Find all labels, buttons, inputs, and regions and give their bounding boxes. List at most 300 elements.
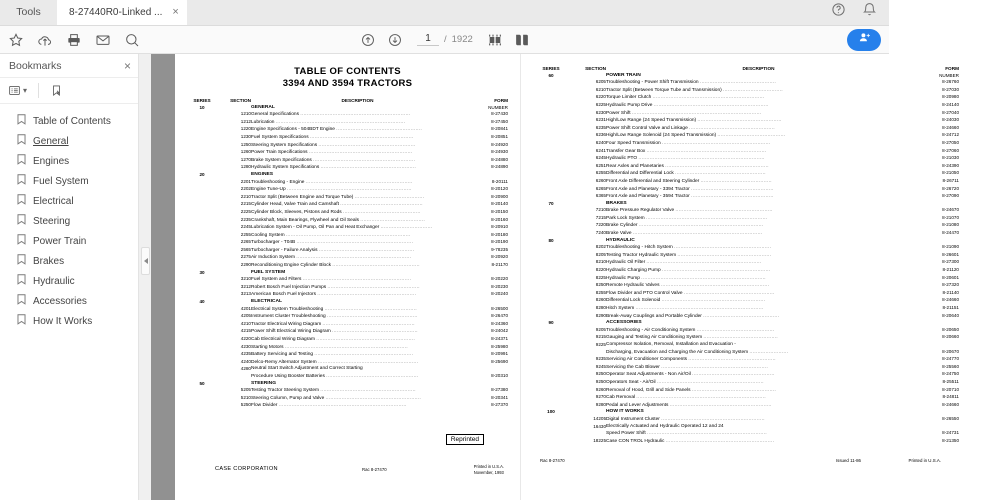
pdf-page-left — [175, 54, 521, 500]
toc-cell-description — [606, 290, 911, 298]
toc-row[interactable] — [534, 201, 959, 208]
toc-row[interactable] — [187, 344, 508, 352]
toc-row[interactable] — [187, 284, 508, 292]
toc-row[interactable] — [534, 87, 959, 95]
toc-cell-section: 4235 — [240, 351, 251, 357]
toc-leader-dots: ................................................................................ — [631, 109, 762, 115]
toc-leader-dots: ................................................................................ — [632, 230, 763, 236]
bookmark-label: Engines — [33, 155, 70, 167]
toc-cell-form: 8-25560 — [942, 363, 959, 369]
toc-cell-section: 4230 — [240, 343, 251, 349]
toc-cell-series — [534, 163, 568, 171]
toc-row[interactable] — [187, 194, 508, 202]
toc-header-description: DESCRIPTION — [742, 66, 775, 71]
toc-cell-description — [251, 344, 464, 352]
toc-entry-title: General Specifications — [251, 112, 299, 118]
toc-cell-form: 8-21140 — [942, 289, 959, 295]
toc-row[interactable] — [534, 155, 959, 163]
toc-cell-description — [251, 179, 464, 187]
toc-row[interactable] — [534, 186, 959, 194]
toc-cell-description — [606, 125, 911, 133]
toc-row[interactable] — [187, 395, 508, 403]
toc-cell-form: 8-26601 — [942, 251, 959, 257]
toc-row[interactable] — [534, 349, 959, 357]
toc-row[interactable] — [534, 290, 959, 298]
toc-cell-section: 6245 — [595, 155, 606, 161]
toc-row[interactable] — [534, 394, 959, 402]
pdf-page-right — [522, 54, 999, 500]
toc-cell-form — [464, 381, 508, 388]
toc-leader-dots: ................................................................... — [665, 437, 775, 443]
toc-leader-dots: .................................................................... — [300, 111, 411, 117]
tab-tools[interactable] — [0, 0, 57, 25]
toc-row[interactable] — [534, 438, 959, 446]
toc-cell-form: 8-21151 — [942, 305, 959, 310]
toc-header-form: FORM — [494, 98, 508, 103]
toc-row[interactable] — [187, 387, 508, 395]
toc-leader-dots: ............................................................................... — [278, 402, 407, 408]
toc-cell-series — [534, 327, 568, 335]
toc-row[interactable] — [534, 110, 959, 118]
toc-leader-dots: ....................................................................... — [646, 259, 762, 265]
toc-cell-form: 8-26720 — [942, 185, 959, 191]
signin-button[interactable] — [847, 29, 881, 51]
bookmark-item-how-it-works[interactable] — [0, 311, 138, 331]
toc-cell-form: 8-21170 — [491, 262, 508, 268]
toc-cell-form: 8-20841 — [491, 126, 508, 132]
toc-row[interactable] — [534, 320, 959, 327]
sidebar-toolbar — [0, 78, 138, 104]
toc-cell-description — [251, 387, 464, 395]
toc-row[interactable] — [534, 170, 959, 178]
toc-leader-dots: ................................ — [380, 224, 433, 230]
toc-leader-dots: ............................................... — [703, 312, 780, 318]
toc-cell-section: 1212 — [240, 118, 251, 124]
page-indicator — [417, 33, 473, 46]
toc-row[interactable] — [534, 230, 959, 238]
toc-leader-dots: .......................................................... — [677, 251, 772, 257]
list-options-icon[interactable] — [8, 84, 27, 97]
toc-row[interactable] — [534, 364, 959, 372]
toc-cell-description — [251, 194, 464, 202]
toc-cell-form — [911, 424, 959, 431]
page-number-input[interactable] — [417, 33, 439, 46]
toc-cell-series — [534, 94, 568, 102]
toc-cell-series — [534, 267, 568, 275]
bookmark-label: Brakes — [33, 255, 65, 267]
sidebar-header — [0, 54, 138, 78]
toc-cell-section: 6235 — [595, 124, 606, 130]
toc-row[interactable] — [534, 73, 959, 80]
toc-leader-dots: ........................................................... — [320, 164, 417, 170]
toc-entry-title: Testing Tractor Steering System — [251, 388, 319, 394]
toc-cell-description — [606, 267, 911, 275]
toc-cell-series — [187, 336, 217, 344]
toc-row[interactable] — [187, 172, 508, 179]
toc-entry-title: Testing Tractor Hydraulic System — [606, 252, 677, 258]
toc-cell-section: 8280 — [595, 305, 606, 310]
toc-row[interactable] — [534, 94, 959, 102]
toc-leader-dots: ............................................... — [699, 79, 777, 85]
toc-entry-title: Differential and Differential Lock — [606, 171, 674, 177]
toc-cell-series — [187, 149, 217, 157]
toc-cell-section: 6260 — [595, 177, 606, 183]
toc-row[interactable] — [187, 179, 508, 187]
help-circle-icon[interactable] — [831, 2, 846, 22]
toc-row[interactable] — [534, 379, 959, 387]
toc-cell-series — [187, 366, 217, 373]
toc-cell-description — [606, 94, 911, 102]
sidebar-close-icon[interactable]: × — [123, 58, 131, 73]
toc-cell-description — [251, 299, 464, 306]
toc-cell-series — [187, 373, 217, 381]
toc-cell-description — [606, 207, 911, 215]
toc-row[interactable] — [187, 239, 508, 247]
upload-cloud-icon[interactable] — [37, 32, 53, 48]
toc-leader-dots: ................................................................................ — [275, 118, 406, 124]
toc-cell-description — [606, 79, 911, 87]
toc-row[interactable] — [534, 252, 959, 260]
document-viewport[interactable] — [139, 54, 959, 500]
toc-cell-description — [606, 132, 911, 140]
toc-cell-series — [534, 394, 568, 402]
toc-row[interactable] — [534, 402, 959, 410]
toc-cell-section: 1210 — [240, 111, 251, 117]
toc-leader-dots: ................................................... — [692, 371, 775, 377]
toc-cell-form: 8-21030 — [942, 155, 959, 161]
toc-cell-description — [606, 193, 911, 201]
toc-cell-description — [606, 140, 911, 148]
toc-row[interactable] — [534, 297, 959, 305]
toc-row[interactable] — [534, 305, 959, 313]
toc-cell-series: 60 — [548, 72, 554, 78]
toc-cell-form: 8-20190 — [491, 239, 508, 245]
document-title-line2: 3394 AND 3594 TRACTORS — [282, 78, 413, 89]
toc-row[interactable] — [187, 224, 508, 232]
chevron-down-icon: ▾ — [23, 86, 28, 95]
toc-entry-title: Power Shift — [606, 110, 631, 116]
toc-leader-dots: ......................................................... — [326, 372, 419, 378]
toc-row[interactable] — [187, 209, 508, 217]
toc-cell-form: 8-25511 — [942, 378, 959, 384]
toc-row[interactable] — [187, 328, 508, 336]
toc-cell-series — [534, 155, 568, 163]
toc-entry-title: Steering Column, Pump and Valve — [251, 395, 325, 401]
toc-row[interactable] — [187, 134, 508, 142]
bookmark-item-hydraulic[interactable] — [0, 271, 138, 291]
toc-leader-dots: ............................................................ — [675, 207, 773, 213]
toc-cell-series — [534, 170, 568, 178]
toc-row[interactable] — [534, 140, 959, 148]
toc-row[interactable] — [187, 313, 508, 321]
toc-row[interactable] — [534, 163, 959, 171]
page-left-footer — [187, 430, 508, 500]
toc-cell-section: 1230 — [240, 133, 251, 139]
toc-row[interactable] — [534, 356, 959, 364]
sidebar-collapse-handle[interactable] — [141, 247, 150, 275]
toc-row[interactable] — [187, 262, 508, 270]
toc-cell-series — [534, 430, 568, 438]
toc-cell-section: 4220 — [240, 336, 251, 341]
fit-page-icon[interactable] — [487, 32, 503, 48]
toc-row[interactable] — [534, 238, 959, 245]
toc-cell-series — [187, 232, 217, 240]
toc-row[interactable] — [534, 409, 959, 416]
toc-cell-series — [187, 387, 217, 395]
toc-row[interactable] — [534, 267, 959, 275]
toc-row[interactable] — [534, 430, 959, 438]
tab-bar-right-actions — [831, 0, 889, 25]
toc-row[interactable] — [187, 164, 508, 172]
toc-cell-form: NUMBER — [939, 72, 959, 78]
toc-row[interactable] — [534, 125, 959, 133]
new-bookmark-icon[interactable] — [50, 84, 63, 97]
toc-cell-form: 8-24042 — [491, 328, 508, 334]
toc-group-title: ELECTRICAL — [251, 299, 282, 305]
toc-row[interactable] — [187, 321, 508, 329]
toc-row[interactable] — [187, 157, 508, 165]
toc-row[interactable] — [534, 313, 959, 321]
toc-cell-description — [251, 381, 464, 388]
toc-cell-form: 8-21120 — [942, 267, 959, 273]
toc-row[interactable] — [534, 416, 959, 424]
toc-row[interactable] — [534, 148, 959, 156]
toc-cell-form — [464, 366, 508, 373]
toc-entry-title: Lubrication — [251, 119, 275, 125]
close-icon[interactable]: × — [172, 5, 179, 18]
toc-row[interactable] — [187, 306, 508, 314]
bookmark-item-engines[interactable] — [0, 151, 138, 171]
toc-cell-series — [187, 224, 217, 232]
arrow-up-circle-icon[interactable] — [360, 32, 376, 48]
toc-row[interactable] — [187, 105, 508, 112]
bookmark-label: Fuel System — [33, 175, 89, 187]
toc-leader-dots: ..................................................................... — [652, 94, 765, 100]
toc-row[interactable] — [187, 149, 508, 157]
toc-row[interactable] — [534, 259, 959, 267]
toc-row[interactable] — [187, 217, 508, 225]
user-add-icon — [858, 31, 871, 49]
toc-row[interactable] — [534, 117, 959, 125]
toc-row[interactable] — [187, 299, 508, 306]
toc-row[interactable] — [187, 126, 508, 134]
toc-cell-description — [251, 186, 464, 194]
toc-cell-section: 6231 — [595, 117, 606, 123]
toc-row[interactable] — [534, 244, 959, 252]
toc-cell-section: 16430 — [593, 423, 606, 429]
toc-cell-section: 7220 — [595, 222, 606, 228]
bookmark-label: Hydraulic — [33, 275, 75, 287]
toc-cell-series — [187, 359, 217, 367]
bookmark-item-steering[interactable] — [0, 211, 138, 231]
toc-cell-section: 6240 — [595, 139, 606, 145]
toc-cell-description — [251, 402, 464, 410]
toc-cell-form: 8-20150 — [491, 208, 508, 214]
toc-cell-section: 3212 — [240, 283, 251, 289]
bookmark-item-table-of-contents[interactable] — [0, 111, 138, 131]
toc-row[interactable] — [534, 215, 959, 223]
toc-cell-section: 2275 — [240, 254, 251, 260]
toc-cell-form: 8-24712 — [942, 132, 959, 138]
toc-cell-series — [187, 119, 217, 127]
toc-cell-description — [251, 201, 464, 209]
bookmark-item-accessories[interactable] — [0, 291, 138, 311]
toc-row[interactable] — [187, 232, 508, 240]
toc-row[interactable] — [187, 111, 508, 119]
toc-row[interactable] — [187, 247, 508, 255]
bell-icon[interactable] — [862, 2, 877, 22]
toc-cell-series — [534, 79, 568, 87]
toc-row[interactable] — [187, 381, 508, 388]
toc-row[interactable] — [187, 270, 508, 277]
toc-row[interactable] — [187, 119, 508, 127]
toc-row[interactable] — [534, 387, 959, 395]
toc-row[interactable] — [187, 201, 508, 209]
toc-cell-section: 8260 — [595, 297, 606, 303]
toc-group-title: ACCESSORIES — [606, 320, 642, 326]
two-page-view-icon[interactable] — [514, 32, 530, 48]
toc-row[interactable] — [534, 327, 959, 335]
toc-row[interactable] — [534, 132, 959, 140]
bookmark-item-power-train[interactable] — [0, 231, 138, 251]
toc-leader-dots: ......................................................... — [322, 320, 415, 326]
toc-cell-section — [568, 349, 606, 357]
toc-cell-section: 1260 — [240, 149, 251, 155]
toc-row[interactable] — [534, 193, 959, 201]
toc-table-right — [534, 66, 959, 445]
reprinted-stamp: Reprinted — [446, 434, 484, 445]
toc-row[interactable] — [534, 334, 959, 342]
toc-cell-section: 2235 — [240, 216, 251, 222]
toc-row[interactable] — [187, 366, 508, 373]
email-icon[interactable] — [95, 32, 111, 48]
toc-row[interactable] — [187, 336, 508, 344]
toc-row[interactable] — [534, 178, 959, 186]
toc-cell-series — [187, 402, 217, 410]
toc-cell-description — [606, 356, 911, 364]
toc-cell-series — [187, 217, 217, 225]
toc-cell-form: 8-27370 — [491, 402, 508, 408]
toc-cell-series — [534, 297, 568, 305]
toc-cell-section: 9225 — [595, 341, 606, 347]
bookmark-list — [0, 104, 138, 331]
toc-entry-title: Hydraulic Charging Pump — [606, 268, 661, 274]
zoom-search-icon[interactable] — [124, 32, 140, 48]
bookmark-icon — [17, 132, 26, 150]
toc-entry-title: Front Axle and Planetary - 3394 Tractor — [606, 186, 690, 192]
toc-entry-title: Hydraulic System Specifications — [251, 165, 320, 171]
toc-cell-series — [187, 276, 217, 284]
toc-row[interactable] — [534, 222, 959, 230]
toc-row[interactable] — [187, 291, 508, 299]
toc-cell-description — [251, 247, 464, 255]
toc-cell-series — [187, 194, 217, 202]
toc-cell-description — [606, 313, 911, 321]
arrow-down-circle-icon[interactable] — [387, 32, 403, 48]
toc-leader-dots: ......................................................... — [324, 305, 417, 311]
toc-row[interactable] — [534, 275, 959, 283]
toc-row[interactable] — [534, 102, 959, 110]
toc-row[interactable] — [187, 186, 508, 194]
bookmark-label: Power Train — [33, 235, 87, 247]
toc-cell-description — [606, 416, 911, 424]
toc-row[interactable] — [534, 424, 959, 431]
toc-row[interactable] — [534, 371, 959, 379]
toc-cell-section: 9260 — [595, 386, 606, 392]
toc-cell-form: 8-24660 — [942, 297, 959, 303]
toc-cell-form: 8-21090 — [942, 244, 959, 250]
toc-entry-title: Removal of Hood, Grill and Side Panels — [606, 387, 691, 393]
toc-cell-section: 7240 — [595, 230, 606, 236]
toc-row[interactable] — [534, 79, 959, 87]
toc-cell-description — [251, 105, 464, 112]
toc-cell-section: 9250 — [595, 378, 606, 384]
toc-cell-form: 8-20220 — [491, 276, 508, 282]
toc-row[interactable] — [534, 282, 959, 290]
toc-cell-section: 1280 — [240, 164, 251, 170]
tab-document-label: 8-27440R0-Linked ... — [69, 6, 163, 18]
toc-entry-title: Speed Power Shift — [606, 431, 646, 437]
toc-row[interactable] — [187, 142, 508, 150]
toc-cell-series — [187, 351, 217, 359]
toc-cell-section: 2245 — [240, 224, 251, 230]
toc-cell-section: 6251 — [595, 162, 606, 168]
toc-entry-title: Four Speed Transmission — [606, 140, 661, 146]
toc-cell-description — [606, 424, 911, 431]
toc-leader-dots: ............................................................................. — [285, 231, 411, 237]
bookmark-item-electrical[interactable] — [0, 191, 138, 211]
toc-cell-series — [534, 356, 568, 364]
toc-cell-series: 30 — [199, 269, 205, 275]
toc-leader-dots: .................................................................. — [305, 178, 413, 184]
bookmark-item-fuel-system[interactable] — [0, 171, 138, 191]
toc-cell-description — [251, 217, 464, 225]
toc-cell-section: 3213 — [240, 291, 251, 297]
toc-cell-series — [187, 201, 217, 209]
toc-cell-description — [251, 111, 464, 119]
bookmark-item-brakes[interactable] — [0, 251, 138, 271]
bookmark-icon — [17, 292, 26, 310]
toc-cell-section: 6225 — [595, 101, 606, 107]
toc-cell-section: 2201 — [240, 178, 251, 184]
toc-cell-description — [606, 387, 911, 395]
toc-entry-title: Procedure Using Booster Batteries — [251, 373, 325, 379]
toc-row[interactable] — [187, 351, 508, 359]
toc-cell-section: 7215 — [595, 214, 606, 220]
toc-cell-description — [606, 349, 911, 357]
toc-row[interactable] — [187, 402, 508, 410]
toc-cell-section: 9270 — [595, 394, 606, 400]
toc-row[interactable] — [534, 207, 959, 215]
toc-entry-title: Operators Seat - Air/Oil — [606, 379, 656, 385]
page-separator: / — [444, 34, 447, 45]
print-icon[interactable] — [66, 32, 82, 48]
toc-entry-title: Tractor Split (Between Engine and Torque Tube) — [251, 194, 354, 200]
tab-document[interactable] — [57, 0, 187, 25]
bookmark-item-general[interactable] — [0, 131, 138, 151]
toc-cell-form: 8-24811 — [942, 394, 959, 400]
toc-row[interactable] — [187, 254, 508, 262]
toc-cell-description — [606, 155, 911, 163]
toc-row[interactable] — [187, 276, 508, 284]
toc-cell-series — [534, 244, 568, 252]
toc-entry-title: Battery Servicing and Testing — [251, 352, 314, 358]
star-icon[interactable] — [8, 32, 24, 48]
toc-row[interactable] — [187, 373, 508, 381]
toc-row[interactable] — [534, 342, 959, 349]
toc-cell-form: 8-26550 — [942, 415, 959, 421]
toc-cell-series — [534, 402, 568, 410]
